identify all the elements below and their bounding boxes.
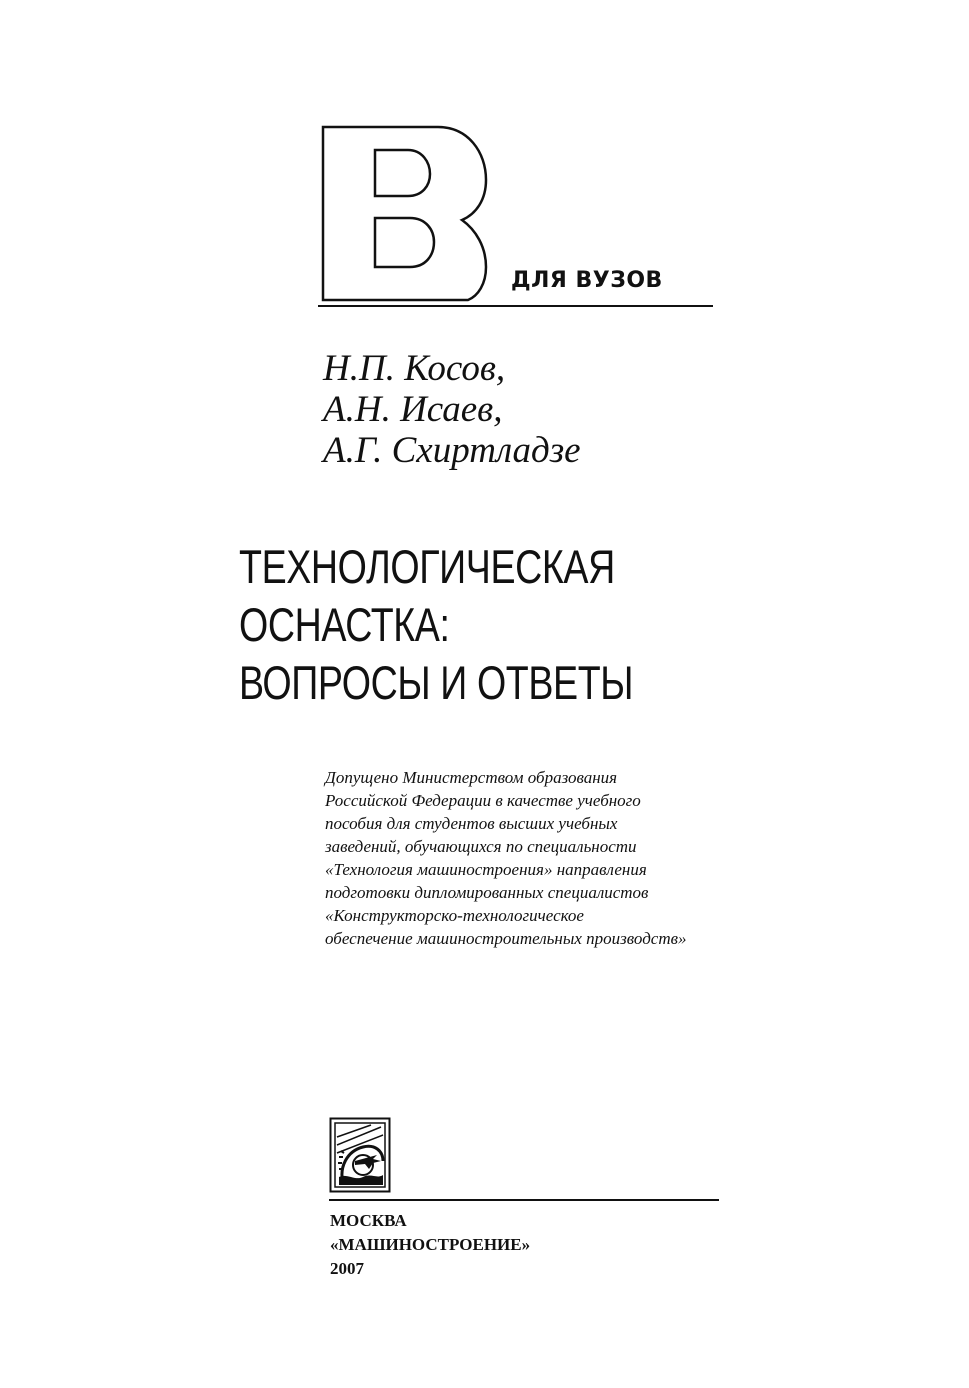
publication-year: 2007 bbox=[330, 1259, 364, 1278]
author-name: А.Г. Схиртладзе bbox=[323, 430, 581, 471]
author-name: А.Н. Исаев, bbox=[323, 389, 503, 430]
publisher-emblem-icon bbox=[329, 1117, 391, 1193]
publisher-city: МОСКВА bbox=[330, 1211, 407, 1230]
approval-line: «Конструкторско-технологическое bbox=[325, 906, 584, 925]
publisher-divider bbox=[329, 1199, 719, 1201]
title-line: ТЕХНОЛОГИЧЕСКАЯ bbox=[239, 540, 615, 593]
imprint bbox=[330, 1209, 530, 1281]
author-list bbox=[323, 348, 581, 471]
approval-line: обеспечение машиностроительных производств» bbox=[325, 929, 687, 948]
title-line: ВОПРОСЫ И ОТВЕТЫ bbox=[239, 656, 634, 709]
approval-line: «Технология машиностроения» направления bbox=[325, 860, 647, 879]
approval-line: заведений, обучающихся по специальности bbox=[325, 837, 637, 856]
approval-line: Допущено Министерством образования bbox=[325, 768, 618, 787]
series-label: ДЛЯ ВУЗОВ bbox=[511, 268, 663, 293]
approval-line: пособия для студентов высших учебных bbox=[325, 814, 618, 833]
approval-line: Российской Федерации в качестве учебного bbox=[325, 791, 641, 810]
publisher-name: «МАШИНОСТРОЕНИЕ» bbox=[330, 1235, 531, 1254]
series-logo-icon bbox=[318, 122, 490, 304]
approval-line: подготовки дипломированных специалистов bbox=[325, 883, 649, 902]
title-line: ОСНАСТКА: bbox=[239, 598, 450, 651]
approval-note bbox=[325, 766, 687, 950]
book-title bbox=[239, 538, 633, 712]
series-divider bbox=[318, 305, 713, 307]
author-name: Н.П. Косов, bbox=[323, 348, 506, 389]
